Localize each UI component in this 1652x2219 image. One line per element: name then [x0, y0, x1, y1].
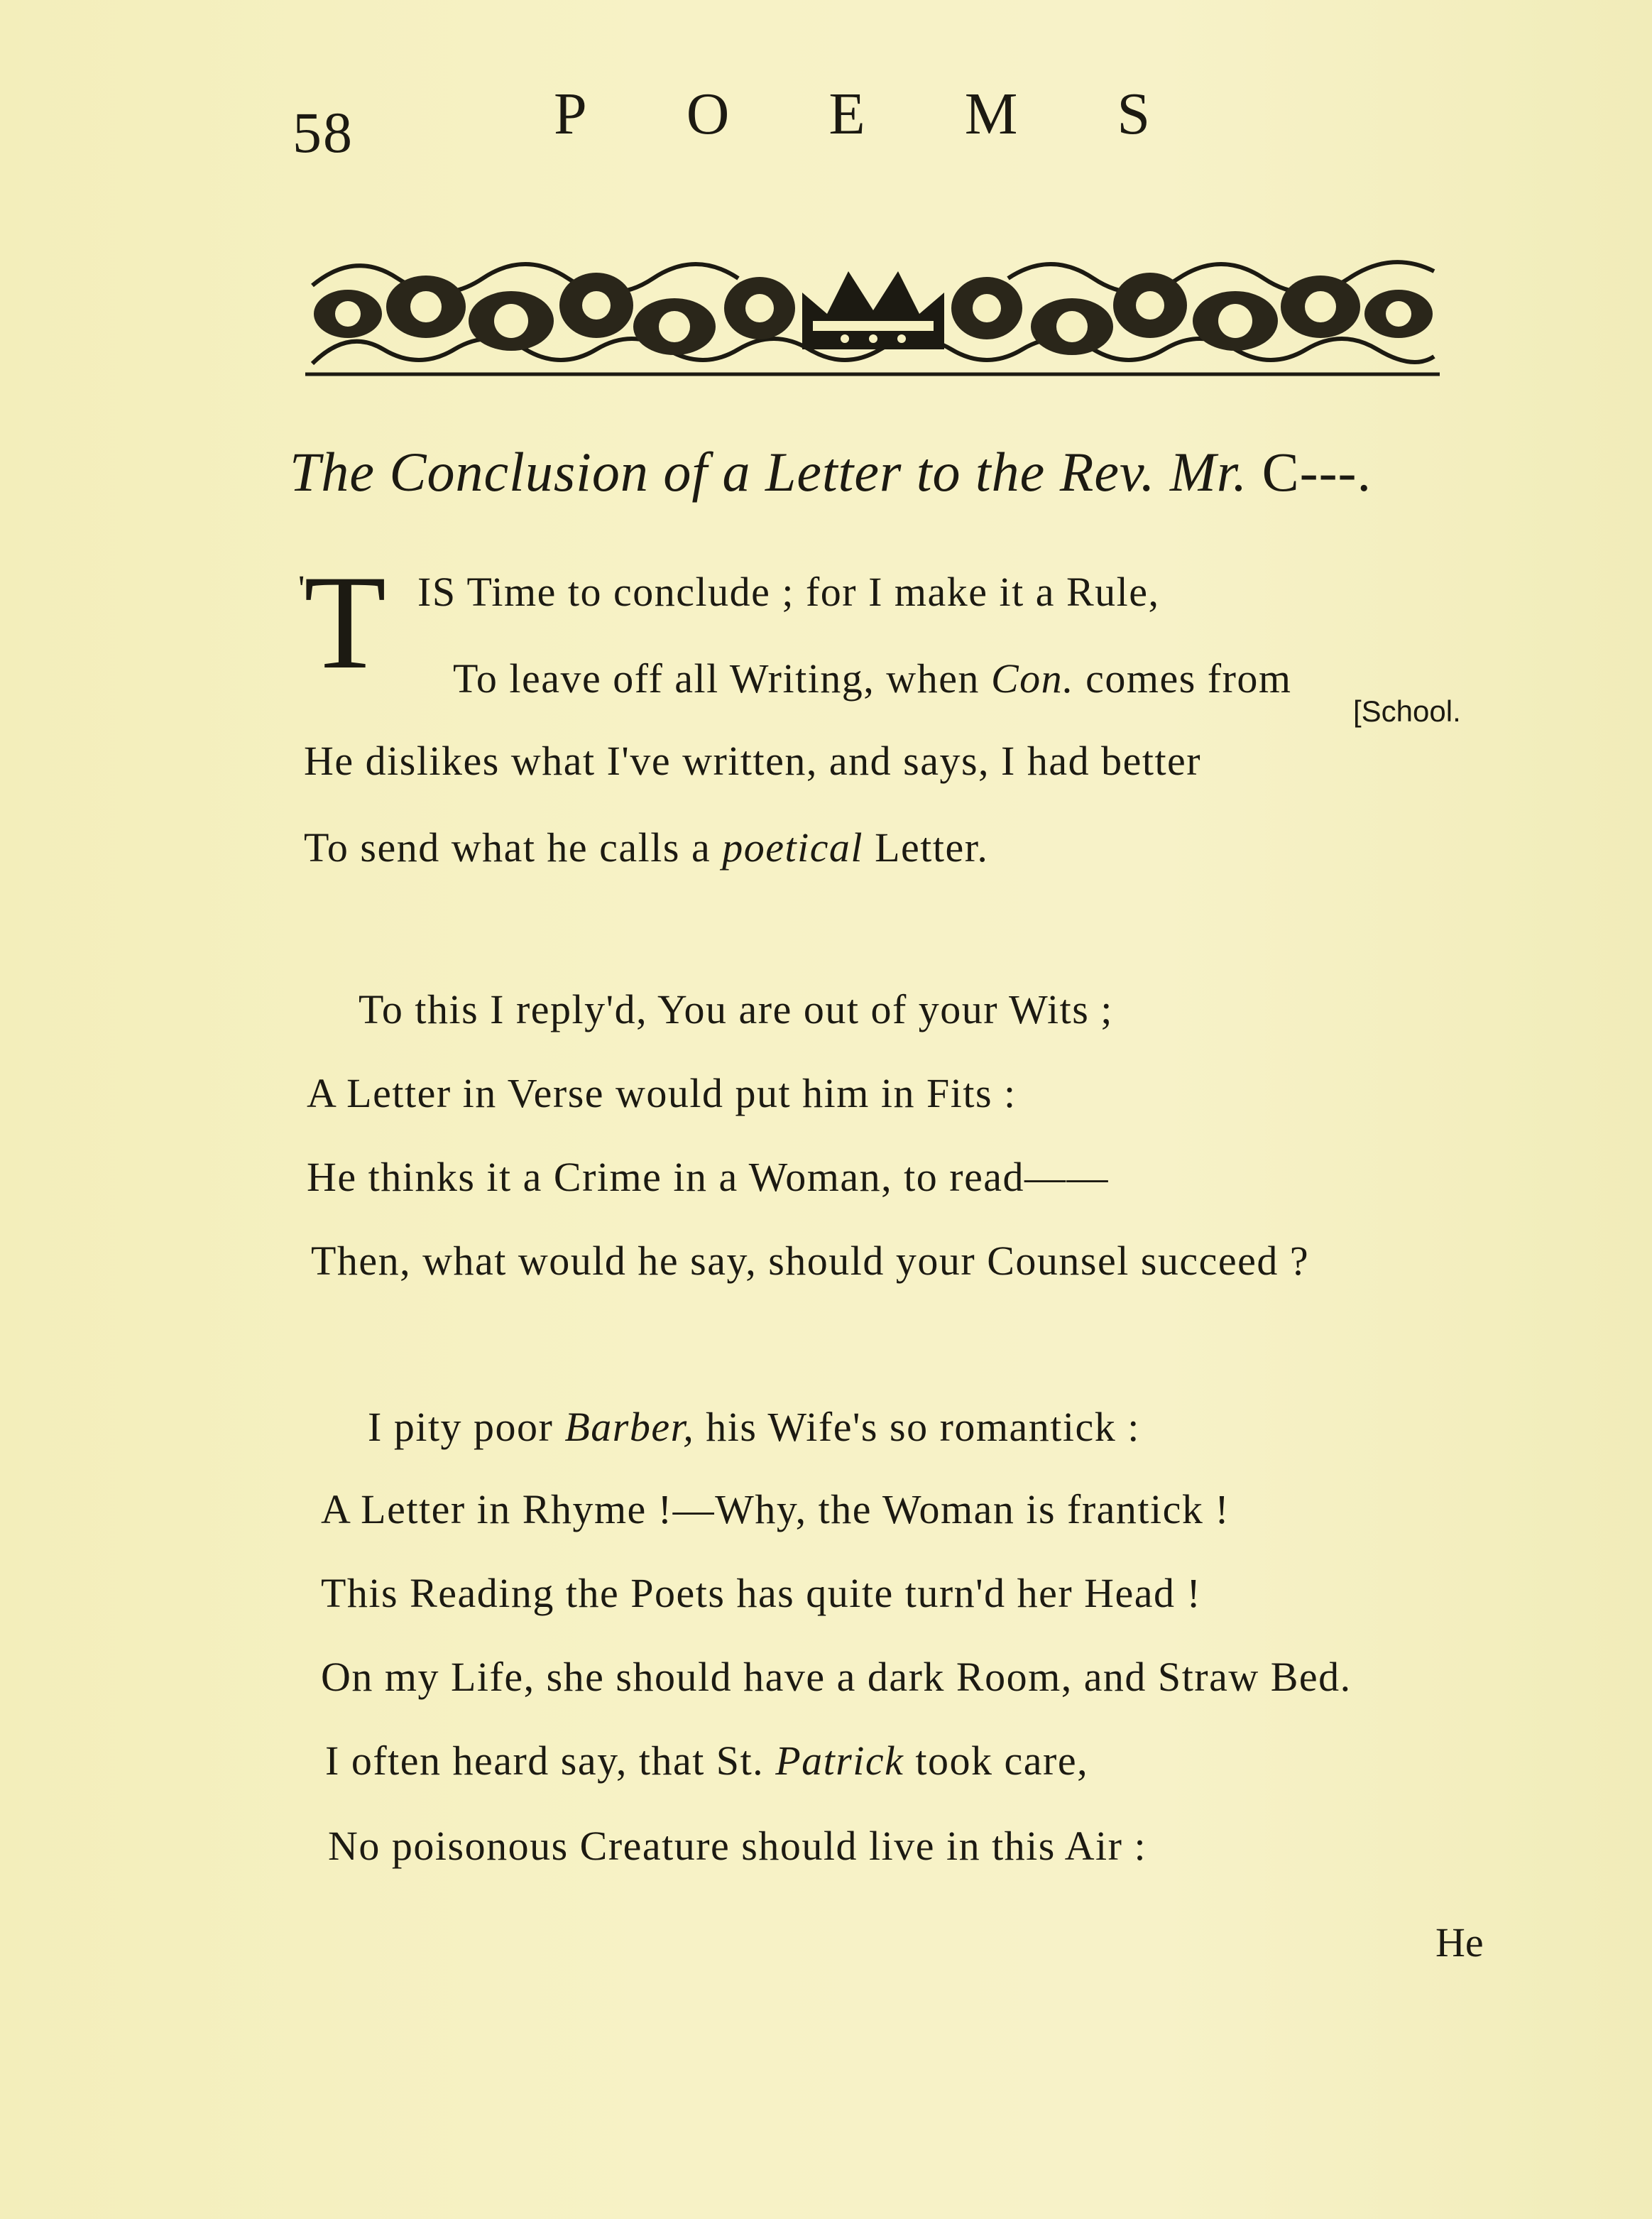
- dropcap-apostrophe: ': [298, 569, 305, 609]
- stanza3-line5-text-a: I often heard say, that St.: [325, 1738, 776, 1784]
- dropcap-letter: T: [304, 548, 387, 697]
- stanza2-line3: He thinks it a Crime in a Woman, to read——: [307, 1154, 1110, 1200]
- stanza3-line1-text-b: his Wife's so romantick :: [694, 1404, 1140, 1450]
- stanza2-line4: Then, what would he say, should your Counsel succeed ?: [311, 1238, 1310, 1284]
- stanza1-line4-italic: poetical: [722, 824, 864, 871]
- stanza1-line4-text-b: Letter.: [863, 824, 989, 871]
- stanza1-line4-text-a: To send what he calls a: [304, 824, 723, 871]
- poem-title: [290, 440, 1372, 504]
- stanza3-line1-italic: Barber,: [564, 1404, 695, 1450]
- stanza3-line5-italic: Patrick: [775, 1738, 904, 1784]
- stanza1-line2-text-a: To leave off all Writing, when: [453, 655, 991, 702]
- stanza1-line2-text-b: comes from: [1074, 655, 1292, 702]
- running-title: POEMS: [554, 81, 1250, 147]
- stanza3-line4: On my Life, she should have a dark Room, and Straw Bed.: [321, 1654, 1352, 1700]
- stanza3-line6: No poisonous Creature should live in this Air :: [328, 1823, 1147, 1869]
- stanza1-line2-italic: Con.: [990, 655, 1075, 702]
- poem-title-upright: C---.: [1262, 441, 1372, 503]
- stanza3-line1-text-a: I pity poor: [368, 1404, 565, 1450]
- stanza2-line2: A Letter in Verse would put him in Fits :: [307, 1070, 1017, 1116]
- stanza3-line1: [368, 1403, 1140, 1451]
- stanza3-line5-text-b: took care,: [904, 1738, 1089, 1784]
- stanza1-line3: He dislikes what I've written, and says, I had better: [304, 738, 1202, 784]
- stanza1-line1: IS Time to conclude ; for I make it a Rule,: [417, 569, 1160, 615]
- poem-title-italic: The Conclusion of a Letter to the Rev. Mr.: [290, 441, 1248, 503]
- stanza1-turnover: [School.: [1353, 694, 1461, 728]
- stanza3-line5: [325, 1737, 1088, 1784]
- headpiece-ornament-icon: [305, 243, 1440, 378]
- stanza2-line1: To this I reply'd, You are out of your Wits ;: [359, 986, 1113, 1032]
- stanza3-line3: This Reading the Poets has quite turn'd her Head !: [321, 1570, 1202, 1616]
- stanza1-line2: [453, 655, 1292, 702]
- stanza3-line2: A Letter in Rhyme !—Why, the Woman is frantick !: [321, 1486, 1230, 1532]
- page-number: 58: [292, 100, 354, 165]
- catchword: He: [1435, 1919, 1484, 1966]
- stanza1-line4: [304, 824, 988, 871]
